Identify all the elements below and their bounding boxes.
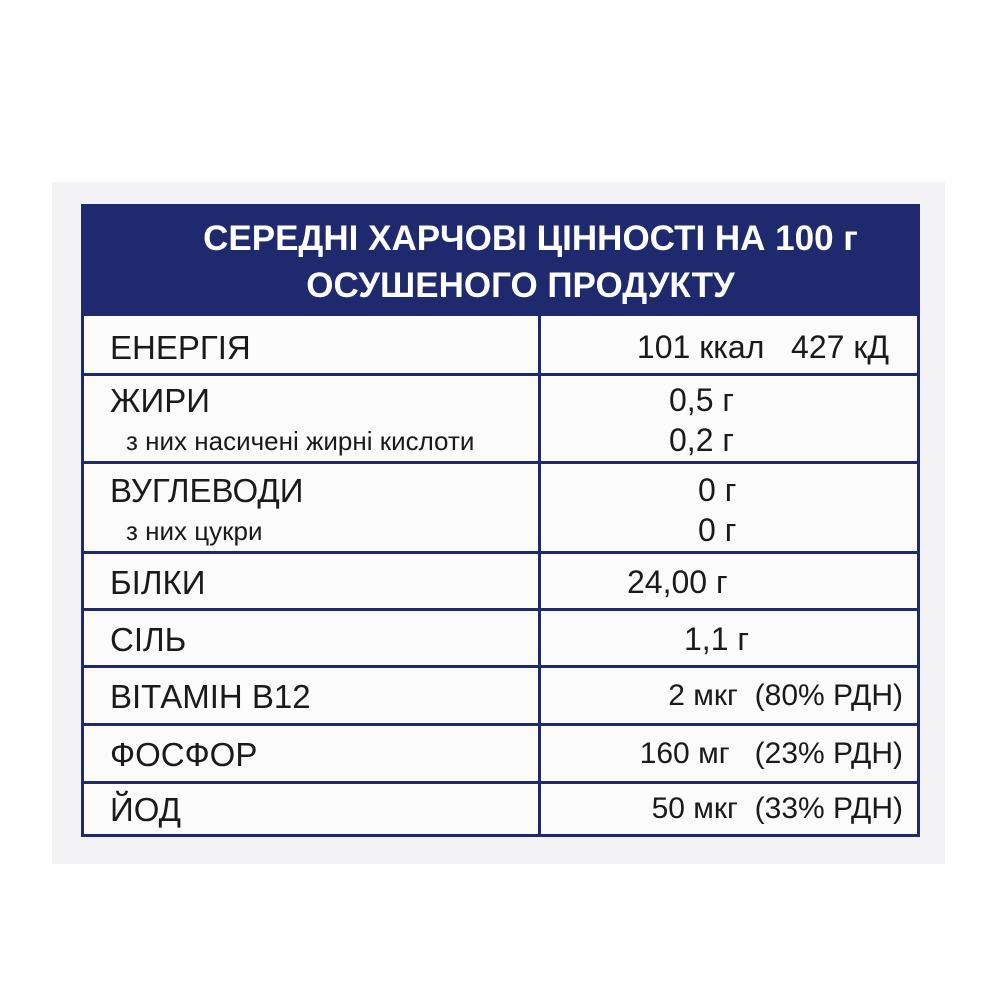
- row-carbs-value-cell: [541, 464, 917, 551]
- row-salt-label: СІЛЬ: [110, 621, 187, 658]
- nutrition-table: [81, 204, 920, 837]
- row-phosphorus: [84, 726, 917, 784]
- row-energy: [84, 316, 917, 376]
- row-energy-label-cell: [84, 316, 541, 373]
- row-fats-value-cell: [541, 376, 917, 461]
- header-title-line2: ОСУШЕНОГО ПРОДУКТУ: [306, 266, 735, 305]
- row-iodine: [84, 784, 917, 834]
- row-fats-label: ЖИРИ: [110, 382, 210, 419]
- row-fats: [84, 376, 917, 464]
- row-vitamin-b12-value-cell: [541, 668, 917, 723]
- row-phosphorus-label-cell: [84, 726, 541, 781]
- row-energy-value-cell: [541, 316, 917, 373]
- row-iodine-value-cell: [541, 784, 917, 834]
- row-fats-label-cell: [84, 376, 541, 461]
- row-protein-label: БІЛКИ: [110, 564, 206, 601]
- row-protein: [84, 554, 917, 611]
- row-fats-value: 0,5 г: [669, 382, 735, 418]
- table-header: [84, 207, 917, 316]
- row-phosphorus-label: ФОСФОР: [110, 736, 258, 773]
- row-phosphorus-value: 160 мг (23% РДН): [639, 737, 903, 770]
- row-salt-value-cell: [541, 611, 917, 665]
- row-carbs-value: 0 г: [698, 472, 737, 508]
- row-energy-label: ЕНЕРГІЯ: [110, 329, 251, 366]
- row-carbs-sub-label: з них цукри: [126, 516, 263, 546]
- row-energy-value: 101 ккал 427 кД: [636, 329, 889, 365]
- row-fats-sub-value: 0,2 г: [669, 422, 735, 458]
- row-protein-label-cell: [84, 554, 541, 608]
- row-iodine-value: 50 мкг (33% РДН): [651, 792, 903, 825]
- row-protein-value: 24,00 г: [627, 564, 728, 600]
- row-carbs-label-cell: [84, 464, 541, 551]
- row-iodine-label-cell: [84, 784, 541, 834]
- row-carbs-sub-value: 0 г: [698, 512, 737, 548]
- row-salt-value: 1,1 г: [684, 621, 750, 657]
- row-fats-sub-label: з них насичені жирні кислоти: [126, 426, 475, 456]
- row-salt-label-cell: [84, 611, 541, 665]
- row-carbs-label: ВУГЛЕВОДИ: [110, 472, 304, 509]
- row-salt: [84, 611, 917, 668]
- header-title-line1: СЕРЕДНІ ХАРЧОВІ ЦІННОСТІ НА 100 г: [203, 219, 858, 258]
- row-protein-value-cell: [541, 554, 917, 608]
- row-carbs: [84, 464, 917, 554]
- row-vitamin-b12-value: 2 мкг (80% РДН): [668, 679, 903, 712]
- row-phosphorus-value-cell: [541, 726, 917, 781]
- row-vitamin-b12: [84, 668, 917, 726]
- row-vitamin-b12-label: ВІТАМІН B12: [110, 678, 311, 715]
- row-vitamin-b12-label-cell: [84, 668, 541, 723]
- row-iodine-label: ЙОД: [110, 791, 182, 828]
